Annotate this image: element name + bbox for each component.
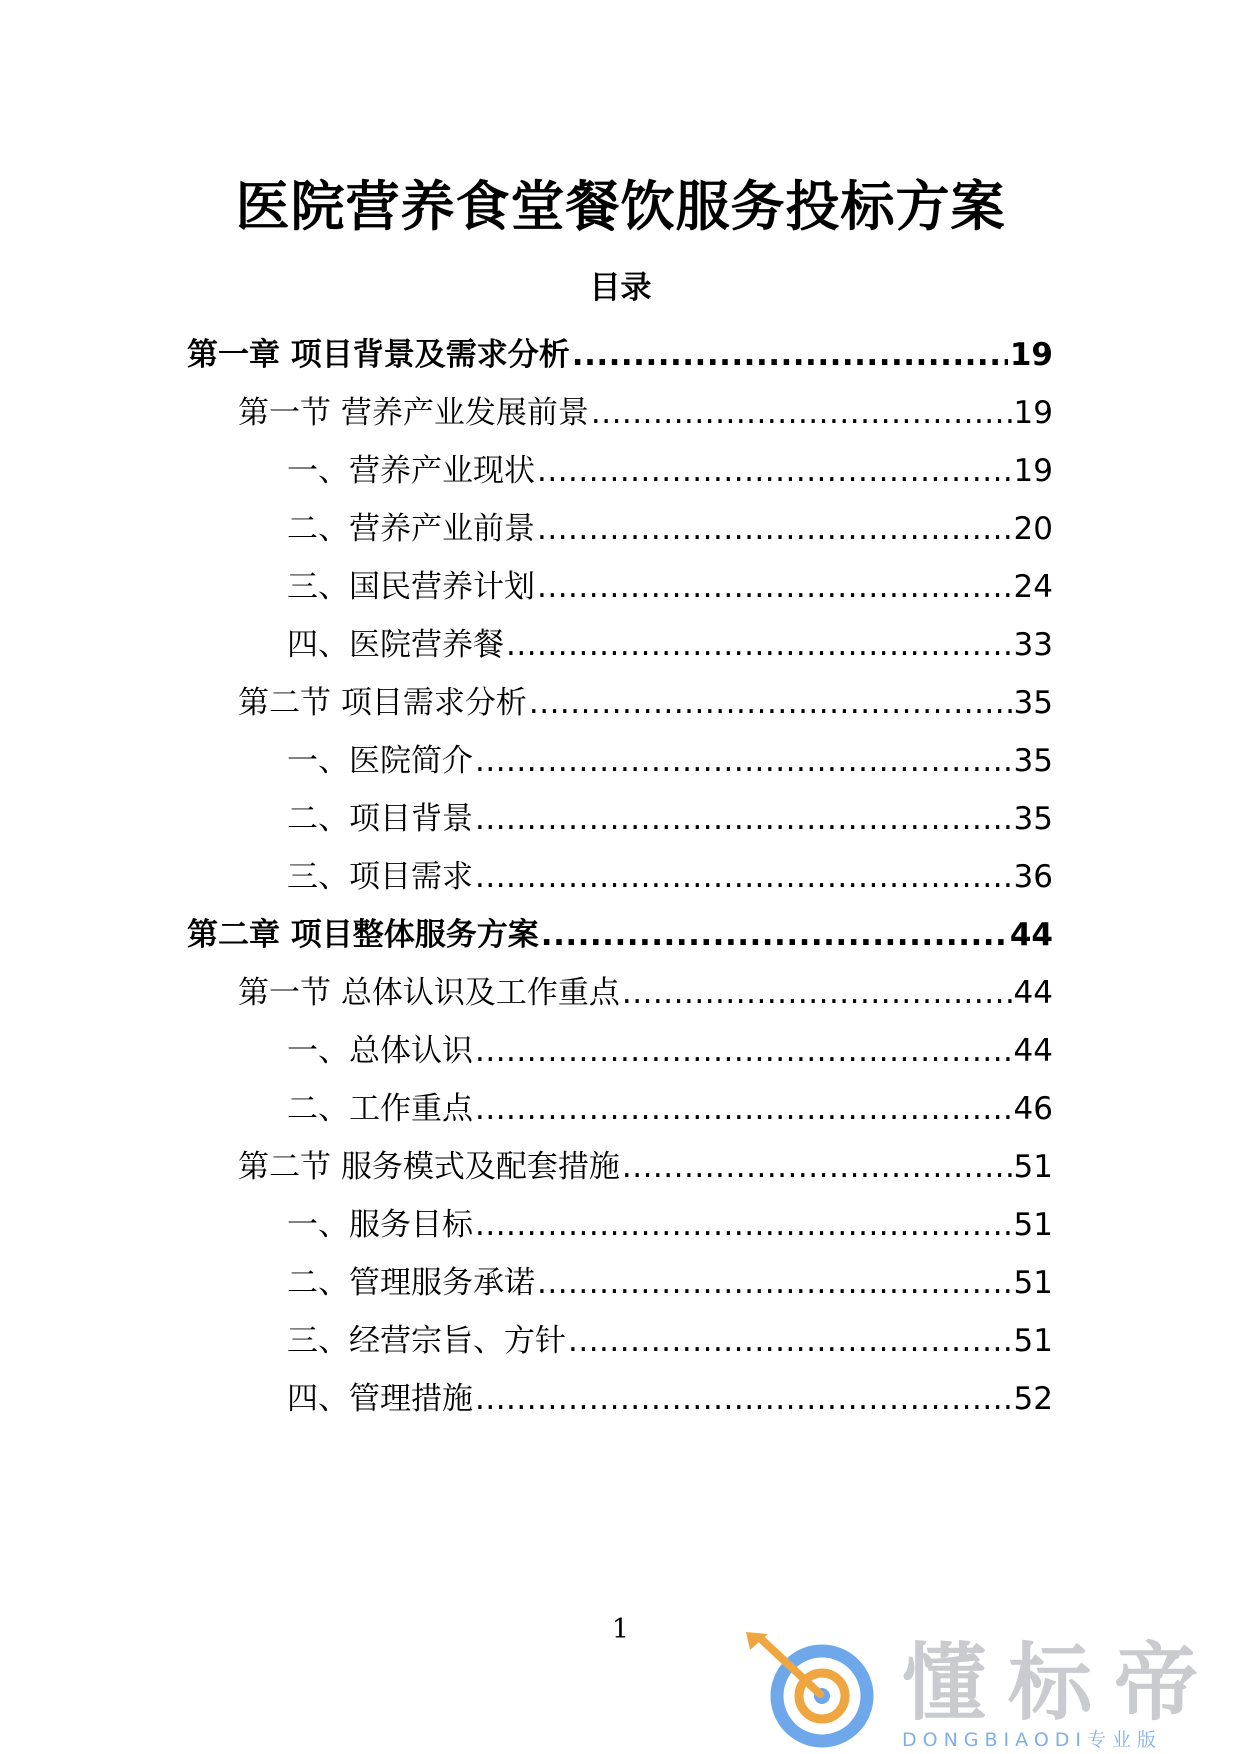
toc-entry-page: 19 [1013,453,1053,489]
toc-entry-page: 35 [1013,685,1053,721]
toc-entry-label: 一、服务目标 [287,1207,473,1243]
toc-entry-label: 四、管理措施 [287,1381,473,1417]
toc-entry-label: 三、国民营养计划 [287,569,535,605]
toc-entry[interactable] [287,1258,1053,1308]
toc-entry[interactable] [238,388,1053,438]
toc-entry-page: 44 [1013,975,1053,1011]
toc-entry[interactable] [287,852,1053,902]
toc-entry-page: 52 [1013,1381,1053,1417]
toc-entry[interactable] [287,504,1053,554]
toc-entry-page: 51 [1013,1323,1053,1359]
toc-leader [622,1142,1012,1192]
toc-entry-page: 35 [1013,801,1053,837]
toc-entry[interactable] [287,1374,1053,1424]
toc-entry-page: 19 [1013,395,1053,431]
toc-entry-page: 51 [1013,1207,1053,1243]
toc-entry[interactable] [238,678,1053,728]
toc-entry[interactable] [287,1200,1053,1250]
toc-entry-label: 二、项目背景 [287,801,473,837]
toc-entry-label: 第一节 总体认识及工作重点 [238,975,620,1011]
toc-entry-label: 第二章 项目整体服务方案 [187,917,539,953]
toc-entry-label: 四、医院营养餐 [287,627,504,663]
toc-entry-label: 第一章 项目背景及需求分析 [187,337,570,373]
toc-heading: 目录 [589,270,652,306]
toc-entry-page: 19 [1009,337,1053,373]
toc-entry-page: 46 [1013,1091,1053,1127]
toc-entry-page: 51 [1013,1265,1053,1301]
document-title: 医院营养食堂餐饮服务投标方案 [235,175,1006,238]
toc-entry-page: 35 [1013,743,1053,779]
toc-entry-page: 36 [1013,859,1053,895]
toc-entry-label: 三、项目需求 [287,859,473,895]
toc-entry-label: 二、营养产业前景 [287,511,535,547]
toc-entry-page: 24 [1013,569,1053,605]
toc-entry[interactable] [287,620,1053,670]
toc-leader [568,1316,1012,1366]
toc-entry[interactable] [287,446,1053,496]
toc-leader [591,388,1012,438]
toc-entry-page: 51 [1013,1149,1053,1185]
toc-entry-label: 第二节 服务模式及配套措施 [238,1149,620,1185]
toc-leader [475,1026,1012,1076]
toc-entry-page: 44 [1009,917,1053,953]
toc-entry-label: 二、管理服务承诺 [287,1265,535,1301]
toc-leader [537,562,1012,612]
toc-entry-label: 一、总体认识 [287,1033,473,1069]
toc-entry[interactable] [187,330,1053,380]
toc-entry[interactable] [287,1026,1053,1076]
toc-entry-page: 44 [1013,1033,1053,1069]
toc-leader [475,1374,1012,1424]
toc-entry[interactable] [287,1084,1053,1134]
watermark-brand: 懂标帝 [902,1634,1221,1732]
toc-leader [622,968,1012,1018]
watermark-subtitle: DONGBIAODI专业版 [902,1729,1163,1751]
toc-entry[interactable] [287,794,1053,844]
toc-leader [506,620,1012,670]
toc-entry-label: 二、工作重点 [287,1091,473,1127]
toc-leader [537,446,1012,496]
target-arrow-icon [742,1632,892,1754]
toc-entry[interactable] [287,562,1053,612]
page-number: 1 [611,1614,630,1645]
toc-entry-label: 第一节 营养产业发展前景 [238,395,589,431]
toc-entry-label: 三、经营宗旨、方针 [287,1323,566,1359]
toc-leader [572,330,1008,380]
toc-entry-page: 33 [1013,627,1053,663]
toc-entry[interactable] [238,968,1053,1018]
toc-leader [541,910,1008,960]
toc-entry-label: 第二节 项目需求分析 [238,685,527,721]
toc-leader [475,736,1012,786]
toc-leader [475,1084,1012,1134]
toc-leader [537,504,1012,554]
toc-leader [475,1200,1012,1250]
toc-leader [475,852,1012,902]
watermark [742,1632,1222,1754]
toc-entry[interactable] [238,1142,1053,1192]
toc-entry-page: 20 [1013,511,1053,547]
toc-entry-label: 一、医院简介 [287,743,473,779]
toc-entry[interactable] [287,736,1053,786]
toc-leader [529,678,1012,728]
toc-entry-label: 一、营养产业现状 [287,453,535,489]
toc-leader [537,1258,1012,1308]
toc-entry[interactable] [287,1316,1053,1366]
toc-leader [475,794,1012,844]
toc-entry[interactable] [187,910,1053,960]
